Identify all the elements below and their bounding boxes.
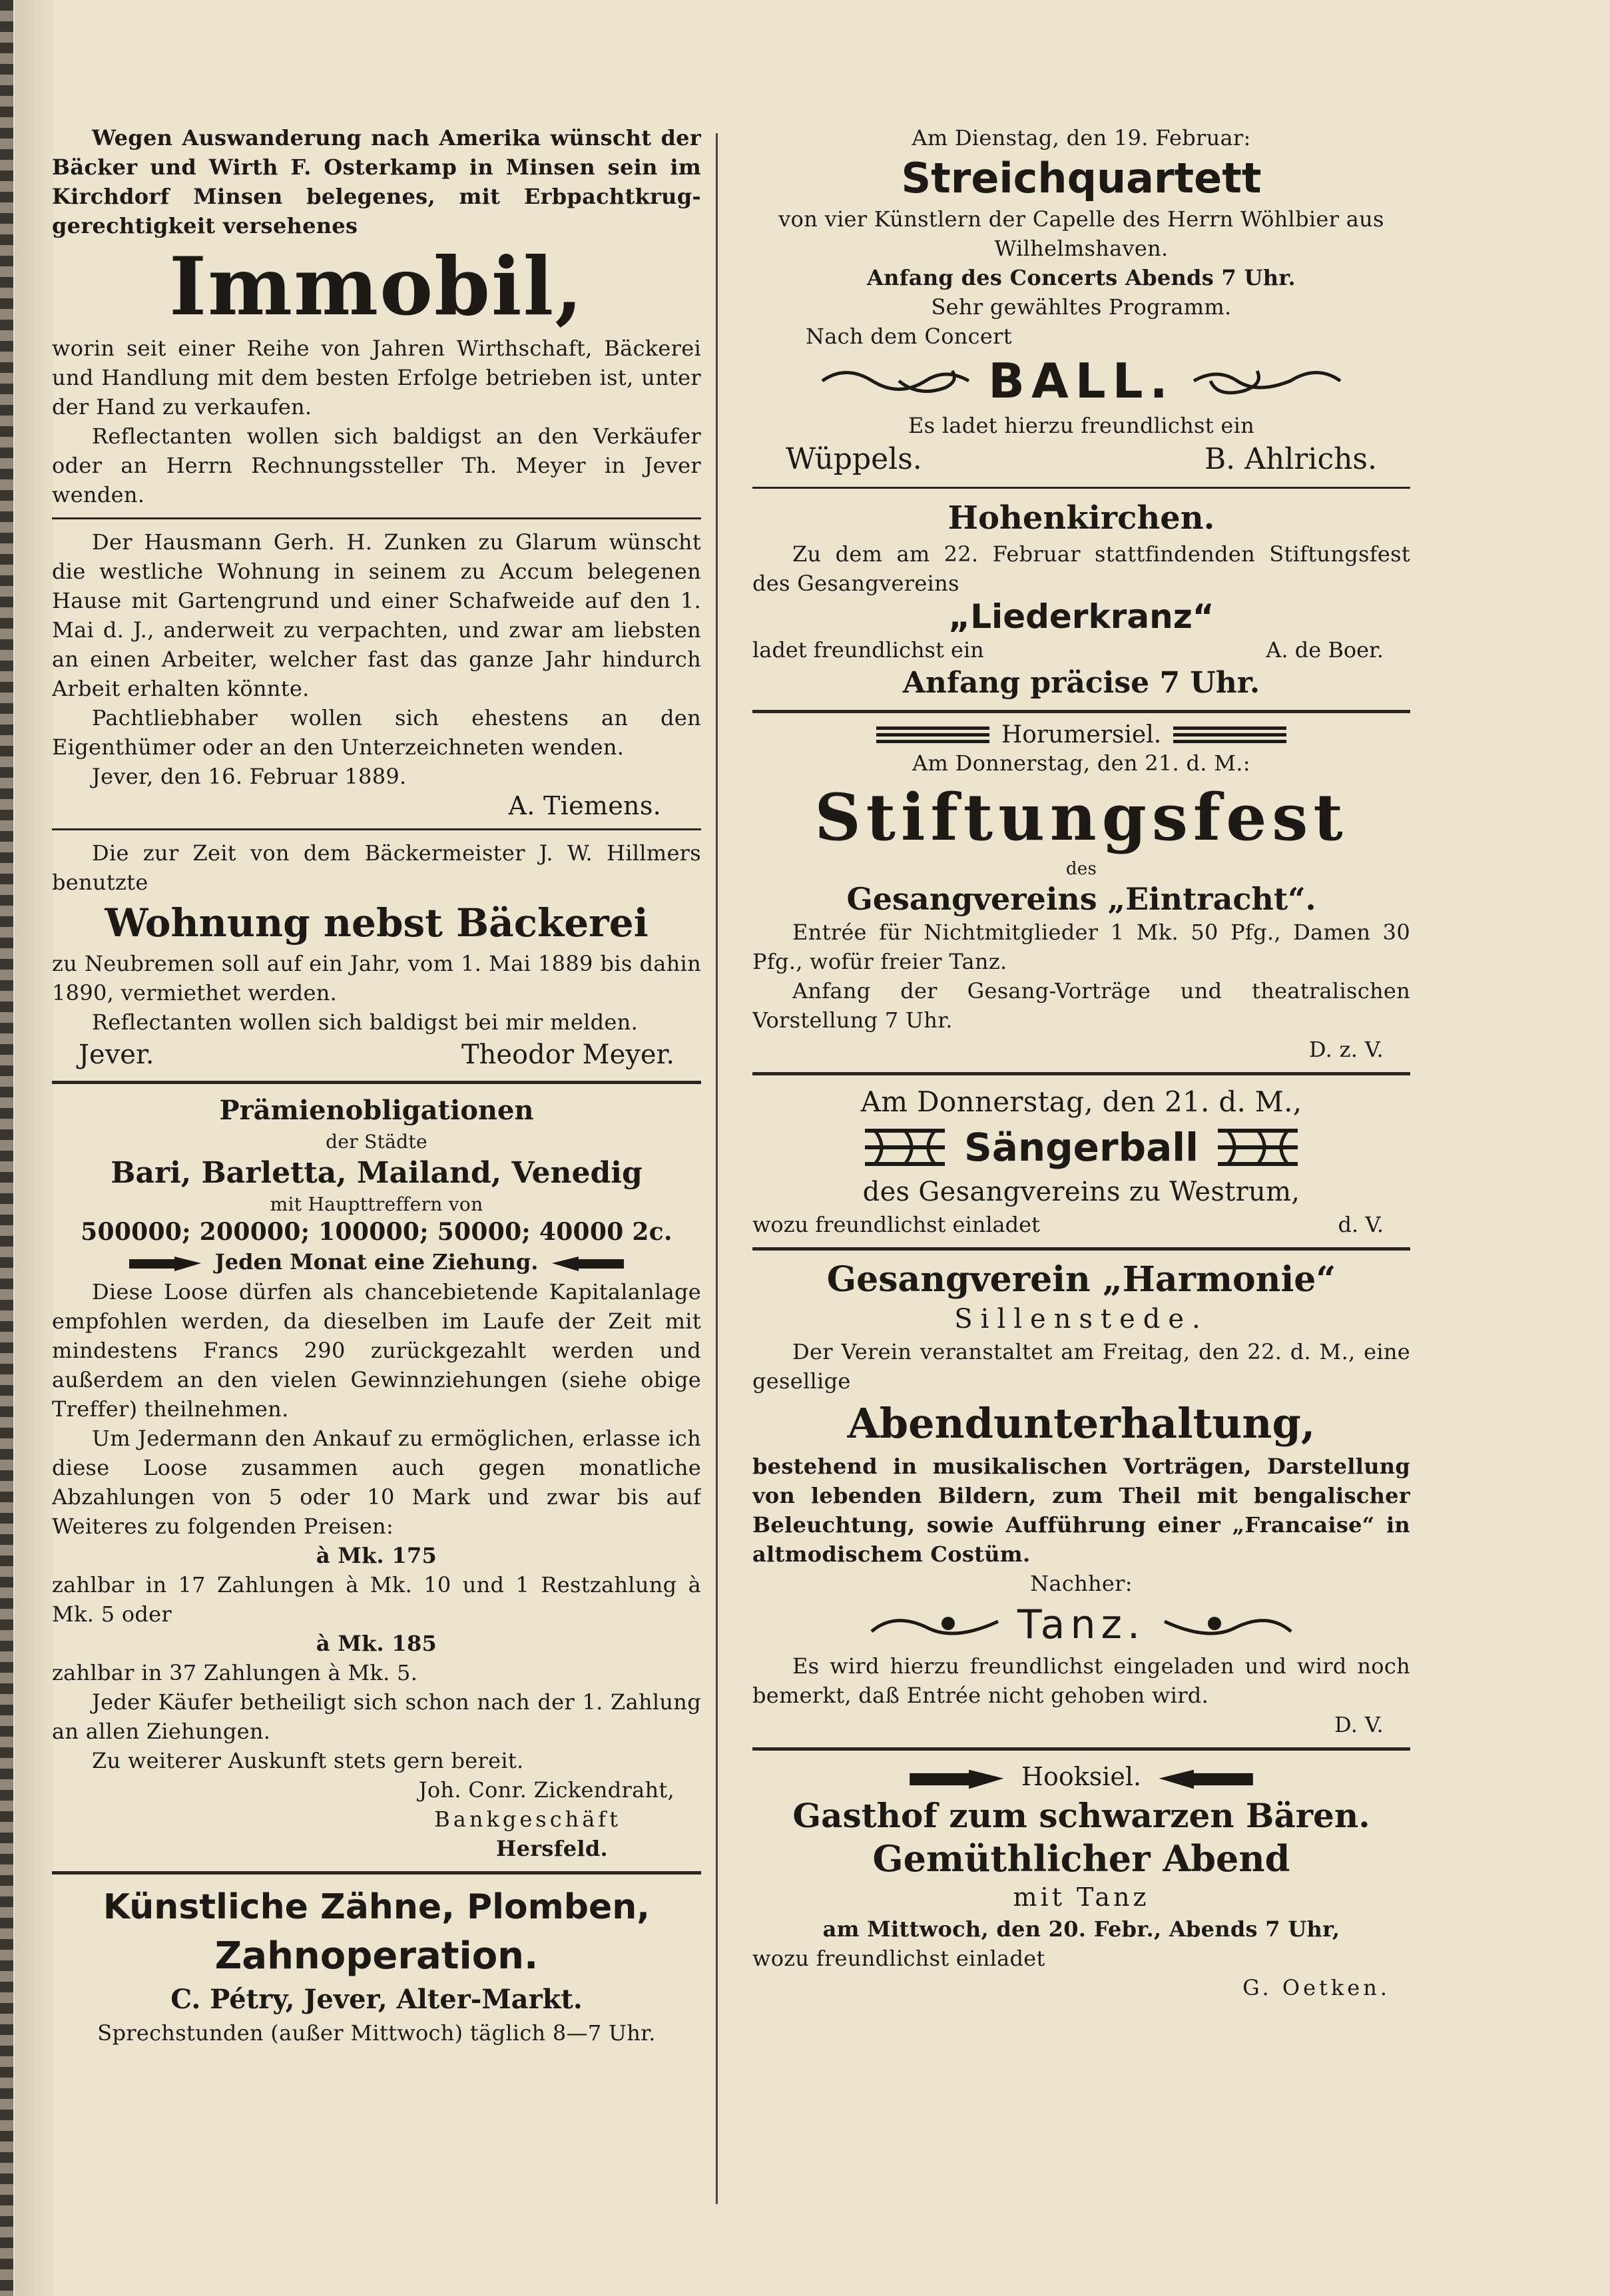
separator bbox=[752, 710, 1410, 713]
ad-headline: Gesangverein „Harmonie“ bbox=[826, 1259, 1336, 1300]
ad-horumersiel bbox=[752, 721, 1410, 1064]
ad-headline-2: Gemüthlicher Abend bbox=[872, 1837, 1290, 1880]
ad-body: worin seit einer Reihe von Jahren Wirthschaft, Bäckerei und Handlung mit dem besten Erfolge betrieben ist, unter der Hand zu verkaufen. bbox=[52, 336, 701, 420]
ad-body-2: Reflectanten wollen sich baldigst an den Verkäufer oder an Herrn Rechnungssteller Th. Meyer in Jever wenden. bbox=[52, 424, 701, 507]
ad-headline: Gasthof zum schwarzen Bären. bbox=[792, 1796, 1370, 1835]
ad-sub-2: mit Haupttreffern von bbox=[270, 1193, 483, 1215]
ad-invite: ladet freundlichst ein bbox=[752, 637, 984, 663]
monthly-row bbox=[52, 1247, 701, 1277]
ad-des: des bbox=[1065, 859, 1097, 879]
ad-body: zu Neubremen soll auf ein Jahr, vom 1. Mai 1889 bis dahin 1890, vermiethet werden. bbox=[52, 951, 701, 1005]
ad-text-3: Es wird hierzu freundlichst eingeladen und wird noch bemerkt, daß Entrée nicht gehoben wird. bbox=[752, 1653, 1410, 1708]
ad-harmonie bbox=[752, 1259, 1410, 1739]
ad-signature: Theodor Meyer. bbox=[461, 1039, 674, 1070]
ad-name: Gesangvereins „Eintracht“. bbox=[846, 881, 1316, 917]
ad-place: Hooksiel. bbox=[1021, 1762, 1142, 1791]
ad-text: Entrée für Nichtmitglieder 1 Mk. 50 Pfg., Damen 30 Pfg., wofür freier Tanz. bbox=[752, 920, 1410, 974]
decorative-lines-icon bbox=[1173, 725, 1286, 745]
left-flourish-icon bbox=[868, 1605, 1001, 1645]
ad-after: Nachher: bbox=[1030, 1571, 1133, 1596]
ad-text: Die zur Zeit von dem Bäckermeister J. W. Hillmers benutzte bbox=[52, 840, 701, 895]
ad-signature: A. Tiemens. bbox=[508, 791, 661, 820]
ad-body-2: Reflectanten wollen sich baldigst bei mir melden. bbox=[92, 1009, 639, 1035]
ad-cities: Bari, Barletta, Mailand, Venedig bbox=[111, 1156, 643, 1190]
ad-signature-2: Bankgeschäft bbox=[434, 1807, 621, 1832]
separator bbox=[752, 1247, 1410, 1251]
ad-zahnarzt bbox=[52, 1882, 701, 2048]
ad-headline: Immobil, bbox=[169, 240, 584, 334]
ad-address: C. Pétry, Jever, Alter-Markt. bbox=[170, 1984, 583, 2015]
ad-program: Sehr gewähltes Programm. bbox=[931, 294, 1232, 320]
ad-signature-1: Joh. Conr. Zickendraht, bbox=[418, 1777, 674, 1803]
ad-signature-left: Wüppels. bbox=[786, 442, 922, 476]
ad-signature-3: Hersfeld. bbox=[496, 1836, 608, 1861]
ad-date: am Mittwoch, den 20. Febr., Abends 7 Uhr, bbox=[822, 1916, 1340, 1942]
ad-price-1: à Mk. 175 bbox=[316, 1543, 437, 1568]
separator bbox=[52, 1871, 701, 1874]
ad-paragraph-3: Jeder Käufer betheiligt sich schon nach der 1. Zahlung an allen Ziehungen. bbox=[52, 1689, 701, 1744]
ad-start: Anfang des Concerts Abends 7 Uhr. bbox=[867, 265, 1296, 290]
left-column bbox=[52, 123, 701, 2241]
pointing-hand-right-icon bbox=[128, 1255, 208, 1273]
right-flourish-icon bbox=[1191, 361, 1344, 401]
ad-signature-right: B. Ahlrichs. bbox=[1204, 442, 1377, 476]
ad-text: von vier Künstlern der Capelle des Herrn Wöhlbier aus Wilhelmshaven. bbox=[778, 206, 1384, 261]
dance-row bbox=[752, 1598, 1410, 1651]
ad-paragraph: Diese Loose dürfen als chancebietende Kapitalanlage empfohlen werden, da dieselben im Laufe der Zeit mit mindestens Francs 290 zurückgezahlt werden und außerdem an den vielen Gewinnziehungen (siehe obige Treffer) theilnehmen. bbox=[52, 1279, 701, 1422]
ad-text-2: Pachtliebhaber wollen sich ehestens an den Eigenthümer oder an den Unterzeichneten wenden. bbox=[52, 705, 701, 760]
ad-saengerball bbox=[752, 1083, 1410, 1239]
ad-date: Am Donnerstag, den 21. d. M., bbox=[860, 1085, 1302, 1118]
ad-signature: d. V. bbox=[1338, 1212, 1384, 1237]
ad-date: Jever, den 16. Februar 1889. bbox=[92, 764, 407, 789]
separator bbox=[752, 487, 1410, 489]
ornament-icon bbox=[862, 1121, 948, 1174]
right-flourish-icon bbox=[1161, 1605, 1294, 1645]
column-divider bbox=[716, 133, 718, 2204]
ad-streichquartett bbox=[752, 123, 1410, 479]
pointing-hand-right-icon bbox=[907, 1768, 1013, 1791]
ad-place: Jever. bbox=[79, 1039, 154, 1070]
ad-hours: Sprechstunden (außer Mittwoch) täglich 8—7 Uhr. bbox=[97, 2020, 656, 2046]
ad-text: Zu dem am 22. Februar stattfindenden Stiftungsfest des Gesangvereins bbox=[752, 541, 1410, 596]
separator bbox=[52, 517, 701, 519]
page-margin bbox=[15, 0, 53, 2296]
ad-dance: Tanz. bbox=[1017, 1601, 1146, 1648]
ad-headline: Sängerball bbox=[963, 1125, 1199, 1170]
ad-text-2: Anfang der Gesang-Vorträge und theatralischen Vorstellung 7 Uhr. bbox=[752, 978, 1410, 1033]
ad-name: „Liederkranz“ bbox=[948, 597, 1214, 636]
ad-date: Am Dienstag, den 19. Februar: bbox=[912, 125, 1251, 150]
ad-wohnung-glarum bbox=[52, 527, 701, 820]
ad-headline: Künstliche Zähne, Plomben, bbox=[103, 1887, 651, 1927]
ad-signature: A. de Boer. bbox=[1266, 637, 1384, 663]
ad-text: des Gesangvereins zu Westrum, bbox=[862, 1177, 1300, 1207]
ad-place: Sillenstede. bbox=[954, 1304, 1208, 1334]
ad-hooksiel bbox=[752, 1759, 1410, 2002]
ad-signature: D. z. V. bbox=[1308, 1037, 1384, 1062]
ad-immobil bbox=[52, 123, 701, 509]
pointing-hand-left-icon bbox=[545, 1255, 625, 1273]
ad-paragraph-2: Um Jedermann den Ankauf zu ermöglichen, erlasse ich diese Loose zusammen auch gegen monatliche Abzahlungen von 5 oder 10 Mark und zwar bis auf Weiteres zu folgenden Preisen: bbox=[52, 1426, 701, 1539]
left-flourish-icon bbox=[819, 361, 972, 401]
ad-headline: Prämienobligationen bbox=[219, 1095, 534, 1126]
ad-text: Der Verein veranstaltet am Freitag, den 22. d. M., eine gesellige bbox=[752, 1339, 1410, 1394]
separator bbox=[752, 1072, 1410, 1075]
decorative-lines-icon bbox=[876, 725, 989, 745]
ad-start: Anfang präcise 7 Uhr. bbox=[902, 666, 1260, 700]
ad-hohenkirchen bbox=[752, 497, 1410, 702]
ad-headline-2: Abendunterhaltung, bbox=[847, 1399, 1316, 1448]
ad-price-2-text: zahlbar in 37 Zahlungen à Mk. 5. bbox=[52, 1660, 418, 1685]
ad-headline: Hohenkirchen. bbox=[947, 499, 1215, 537]
ad-sub: der Städte bbox=[326, 1131, 427, 1153]
ad-after: Nach dem Concert bbox=[806, 324, 1012, 349]
ad-paragraph-4: Zu weiterer Auskunft stets gern bereit. bbox=[92, 1748, 524, 1773]
ad-price-1-text: zahlbar in 17 Zahlungen à Mk. 10 und 1 Restzahlung à Mk. 5 oder bbox=[52, 1572, 701, 1627]
ad-signature: D. V. bbox=[1334, 1712, 1384, 1737]
headline-row bbox=[752, 1121, 1410, 1174]
ad-sub: mit Tanz bbox=[1013, 1882, 1150, 1912]
ad-invite: wozu freundlichst einladet bbox=[752, 1212, 1040, 1237]
ad-text: Der Hausmann Gerh. H. Zunken zu Glarum wünscht die westliche Wohnung in seinem zu Accum belegenen Hause mit Gartengrund und einer Schafweide auf den 1. Mai d. J., anderweit zu verpachten, und zwar am liebsten an einen Arbeiter, welcher fast das ganze Jahr hindurch Arbeit erhalten könnte. bbox=[52, 529, 701, 701]
ad-text-2: bestehend in musikalischen Vorträgen, Darstellung von lebenden Bildern, zum Theil mit bengalischer Beleuchtung, sowie Aufführung einer „Francaise“ in altmodischem Costüm. bbox=[752, 1454, 1410, 1567]
ad-headline: Stiftungsfest bbox=[814, 780, 1348, 855]
separator bbox=[52, 1081, 701, 1084]
ornament-icon bbox=[1214, 1121, 1301, 1174]
ad-signature: G. Oetken. bbox=[1242, 1975, 1390, 2000]
ad-headline: Wohnung nebst Bäckerei bbox=[105, 900, 649, 946]
ad-invite: Es ladet hierzu freundlichst ein bbox=[908, 413, 1255, 438]
separator bbox=[52, 828, 701, 830]
ad-date: Am Donnerstag, den 21. d. M.: bbox=[912, 750, 1250, 776]
ad-amounts: 500000; 200000; 100000; 50000; 40000 2c. bbox=[81, 1218, 672, 1246]
ad-baeckerei bbox=[52, 838, 701, 1073]
place-row bbox=[752, 1759, 1410, 1795]
ball-row bbox=[752, 351, 1410, 411]
ad-praemienobligationen bbox=[52, 1092, 701, 1863]
ad-ball: BALL. bbox=[988, 353, 1175, 409]
right-column bbox=[752, 123, 1410, 2241]
ad-headline: Streichquartett bbox=[901, 154, 1262, 202]
ad-price-2: à Mk. 185 bbox=[316, 1631, 437, 1656]
ad-place: Horumersiel. bbox=[1001, 721, 1162, 748]
binding-edge bbox=[0, 0, 13, 2296]
ad-text: Wegen Auswanderung nach Amerika wünscht der Bäcker und Wirth F. Osterkamp in Minsen sein im Kirchdorf Minsen belegenes, mit Erbpachtkrug-gerechtigkeit versehenes bbox=[52, 125, 701, 238]
place-row bbox=[752, 721, 1410, 748]
ad-invite: wozu freundlichst einladet bbox=[752, 1946, 1045, 1971]
ad-monthly: Jeden Monat eine Ziehung. bbox=[214, 1249, 539, 1275]
pointing-hand-left-icon bbox=[1149, 1768, 1256, 1791]
separator bbox=[752, 1747, 1410, 1751]
ad-headline-2: Zahnoperation. bbox=[214, 1934, 539, 1978]
